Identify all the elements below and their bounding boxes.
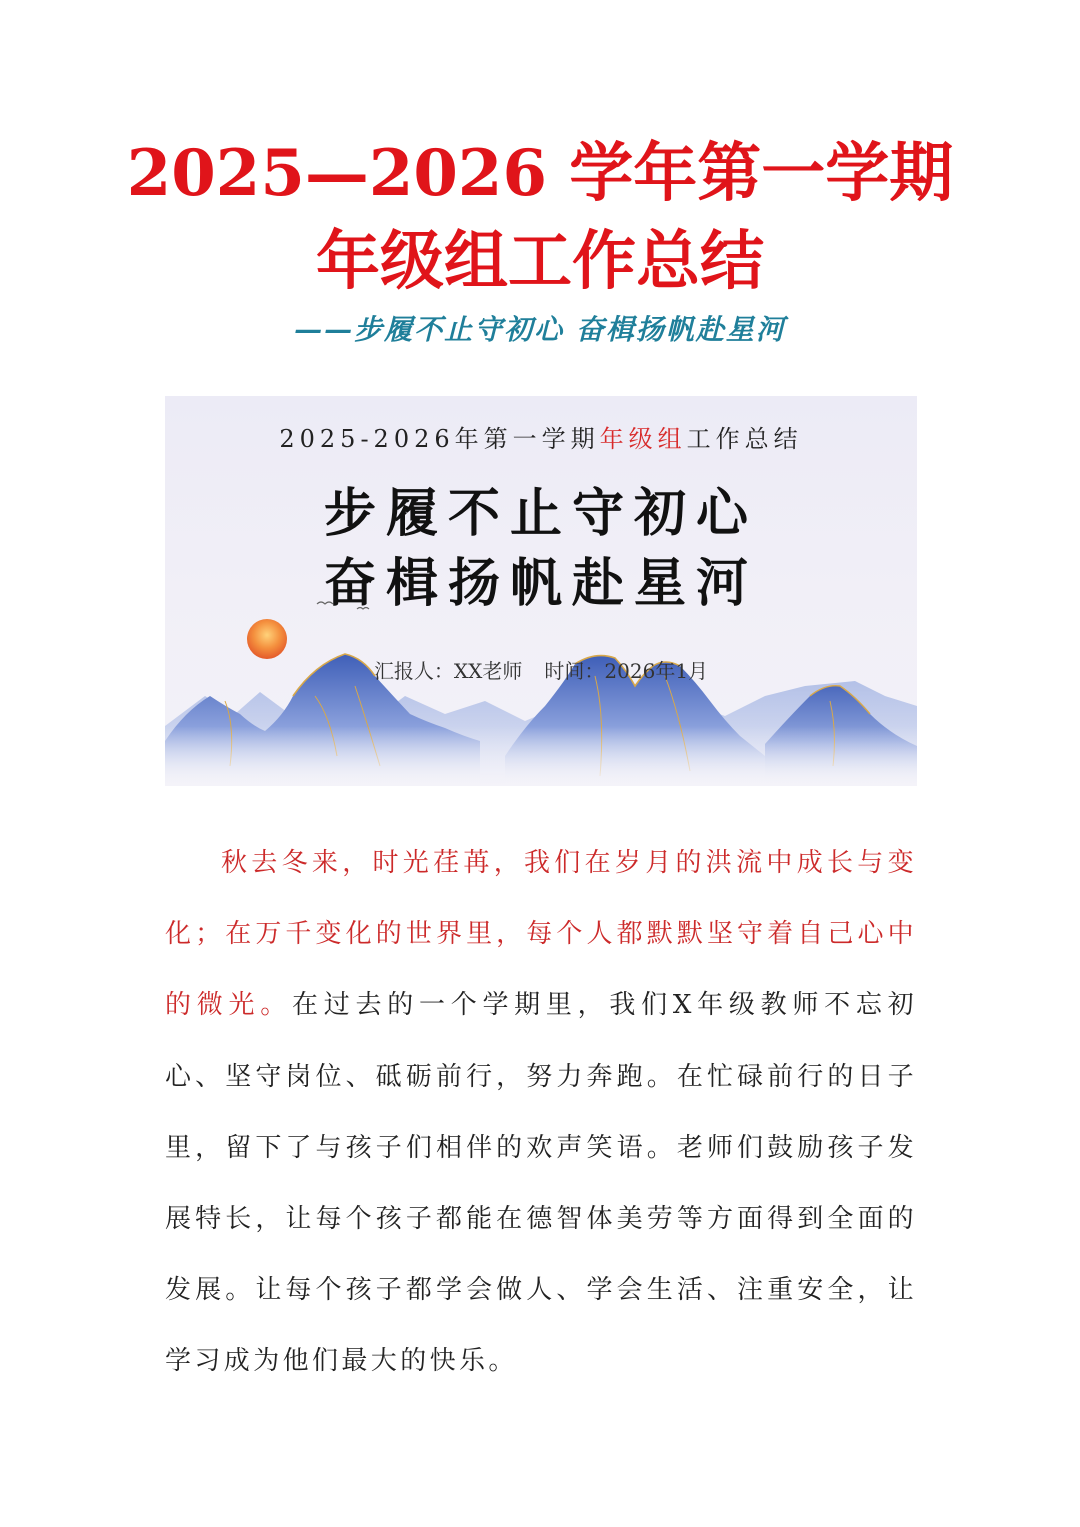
cover-reporter: 汇报人：XX老师 [373, 659, 523, 683]
cover-reporter-line [165, 656, 917, 686]
cover-time: 时间：2026年1月 [544, 659, 709, 683]
document-title-line-1: 2025—2026 学年第一学期 [126, 136, 954, 211]
cover-header-suffix: 工作总结 [686, 425, 803, 453]
body-paragraph [165, 828, 917, 1398]
document-title-line-2: 年级组工作总结 [316, 224, 764, 299]
document-subtitle: ——步履不止守初心 奋楫扬帆赴星河 [294, 313, 786, 346]
body-main-text: 在过去的一个学期里，我们X年级教师不忘初心、坚守岗位、砥砺前行，努力奔跑。在忙碌前行的日子里，留下了与孩子们相伴的欢声笑语。老师们鼓励孩子发展特长，让每个孩子都能在德智体美劳等方面得到全面的发展。让每个孩子都学会做人、学会生活、注重安全，让学习成为他们最大的快乐。 [165, 990, 918, 1377]
cover-header-prefix: 2025-2026年第一学期 [279, 425, 600, 453]
cover-header [165, 422, 917, 456]
cover-motto-line-1: 步履不止守初心 [323, 483, 758, 544]
cover-header-highlight: 年级组 [599, 425, 687, 453]
body-highlight-text: 秋去冬来，时光荏苒，我们在岁月的洪流中成长与变化；在万千变化的世界里，每个人都默默坚守着自己心中的微光。 [165, 848, 917, 1021]
cover-image [165, 396, 917, 786]
sun-icon [247, 619, 287, 659]
cover-motto-line-2: 奋楫扬帆赴星河 [323, 553, 758, 614]
